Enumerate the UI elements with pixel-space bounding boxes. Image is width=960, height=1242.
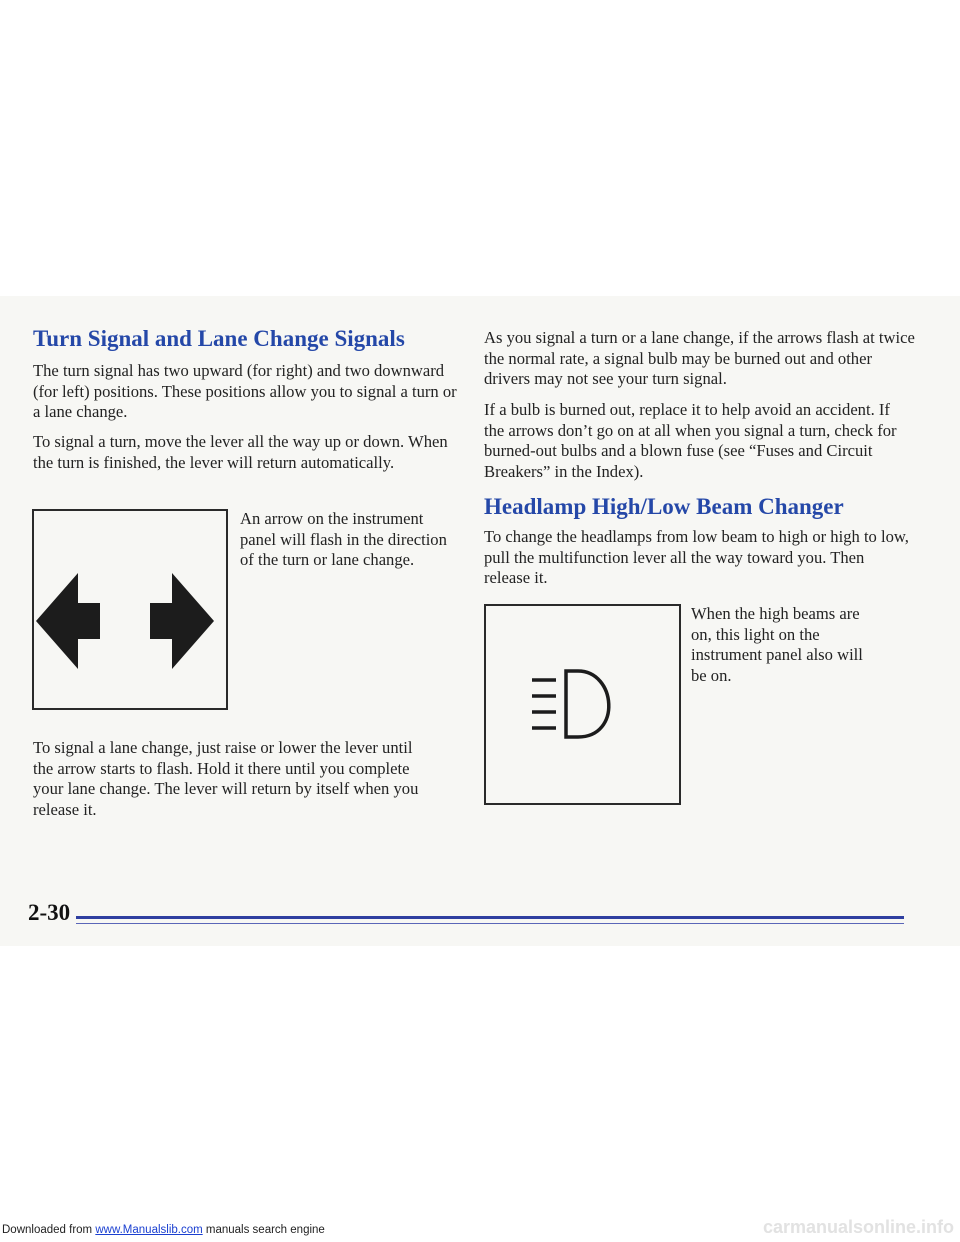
download-source-line xyxy=(2,1224,325,1236)
high-beam-indicator-icon xyxy=(486,606,679,803)
site-watermark: carmanualsonline.info xyxy=(762,1217,954,1237)
lane-change-paragraph: To signal a lane change, just raise or lower the lever until the arrow starts to flash. Hold it there until you complete your lane change. The lever will return by itself when you release it. xyxy=(33,738,419,819)
footer-rule-thin xyxy=(72,923,904,924)
burned-out-bulb-paragraph: If a bulb is burned out, replace it to help avoid an accident. If the arrows don’t go on at all when you signal a turn, check for burned-out bulbs and a blown fuse (see “Fuses and Circuit Breakers” in the Index). xyxy=(484,400,897,481)
fast-flash-paragraph: As you signal a turn or a lane change, if the arrows flash at twice the normal rate, a signal bulb may be burned out and other drivers may not see your turn signal. xyxy=(484,328,915,388)
download-prefix: Downloaded from xyxy=(2,1224,96,1236)
download-suffix: manuals search engine xyxy=(202,1224,325,1236)
turn-signal-usage-paragraph: To signal a turn, move the lever all the way up or down. When the turn is finished, the lever will return automatically. xyxy=(33,432,448,472)
headlamp-beam-heading: Headlamp High/Low Beam Changer xyxy=(484,494,844,519)
headlamp-beam-paragraph: To change the headlamps from low beam to high or high to low, pull the multifunction lever all the way toward you. Then release it. xyxy=(484,527,909,587)
manualslib-link[interactable]: www.Manualslib.com xyxy=(95,1224,203,1236)
turn-signal-heading: Turn Signal and Lane Change Signals xyxy=(33,326,405,351)
turn-signal-arrows-icon xyxy=(34,511,226,708)
high-beam-figure xyxy=(484,604,681,805)
turn-signal-intro-paragraph: The turn signal has two upward (for right) and two downward (for left) positions. These positions allow you to signal a turn or a lane change. xyxy=(33,361,457,421)
high-beam-figure-caption: When the high beams are on, this light on the instrument panel also will be on. xyxy=(691,604,863,685)
footer-rule xyxy=(72,916,904,919)
page-number: 2-30 xyxy=(28,900,76,926)
turn-signal-figure-caption: An arrow on the instrument panel will flash in the direction of the turn or lane change. xyxy=(240,509,447,569)
turn-signal-figure xyxy=(32,509,228,710)
